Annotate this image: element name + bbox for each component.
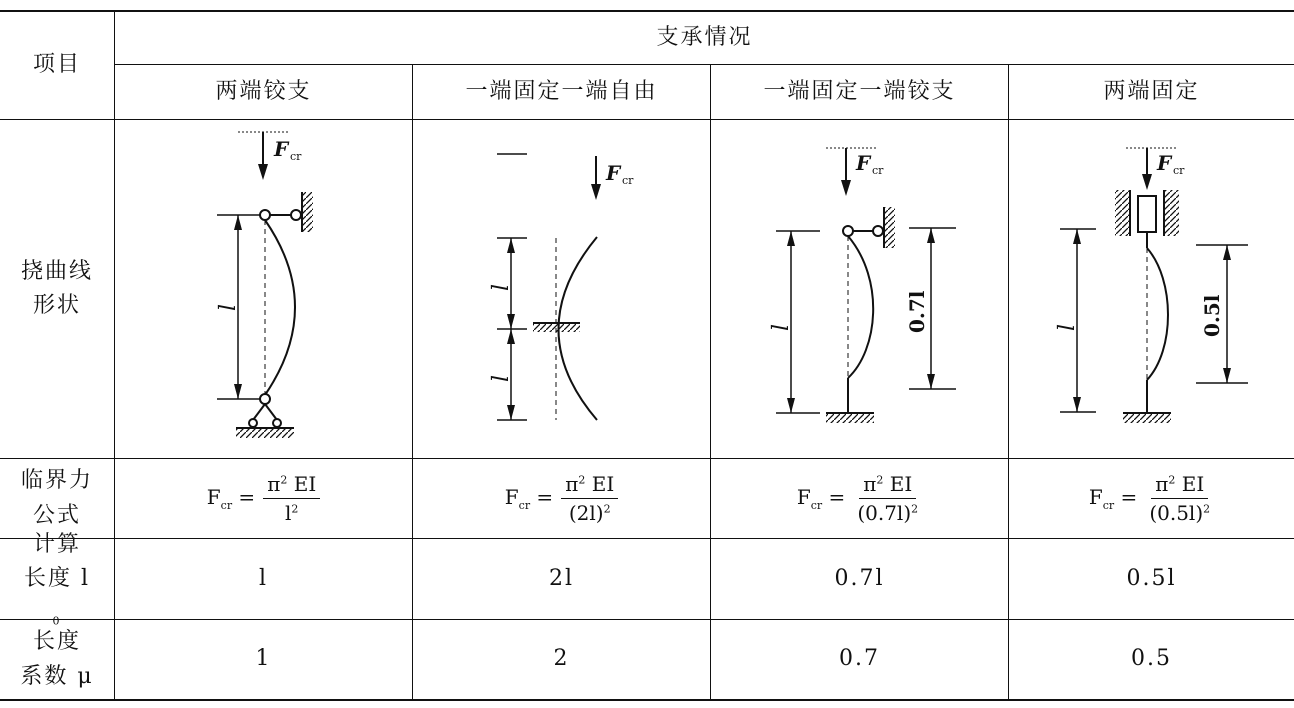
diagram-fixed-fixed (1055, 148, 1248, 423)
calc-length-fixed-free: 2l (548, 565, 575, 591)
col-header-fixed-pinned: 一端固定一端铰支 (763, 78, 956, 104)
length-07-label: 0.7l (905, 290, 929, 333)
svg-text:cr: cr (872, 164, 884, 177)
force-label: F (606, 161, 621, 185)
coef-fixed-free: 2 (553, 646, 570, 672)
force-label: F (1157, 151, 1172, 175)
force-label: F (856, 151, 871, 175)
calc-length-fixed-pinned: 0.7l (834, 565, 885, 591)
svg-text:cr: cr (622, 174, 634, 187)
calc-length-pinned-pinned: l (258, 565, 269, 591)
length-label: l (216, 303, 241, 311)
coef-pinned-pinned: 1 (255, 646, 272, 672)
formula-fixed-free: $F_{cr}$ = $\frac{\pi^2 EI}{(2l)^2}$ (413, 459, 710, 538)
coef-fixed-pinned: 0.7 (839, 646, 880, 672)
col-header-pinned-pinned: 两端铰支 (215, 78, 312, 104)
length-label: l (1055, 323, 1080, 331)
svg-text:cr: cr (1173, 164, 1185, 177)
diagram-fixed-free (489, 154, 634, 420)
formula-fixed-pinned: $F_{cr}$ = $\frac{\pi^2 EI}{(0.7l)^2}$ (796, 472, 919, 525)
svg-text:cr: cr (290, 150, 302, 163)
item-header: 项目 (32, 52, 81, 78)
formula-fixed-fixed: $F_{cr}$ = $\frac{\pi^2 EI}{(0.5l)^2}$ (1088, 472, 1211, 525)
diagram-fixed-pinned (769, 148, 956, 423)
calc-length-label: 计算 长度 l $_0$ (23, 531, 91, 628)
calc-length-fixed-fixed: 0.5l (1126, 565, 1177, 591)
diagram-pinned-pinned (216, 132, 313, 438)
formula-pinned-pinned: $F_{cr}$ = $\frac{\pi^2 EI}{l^2}$ (115, 459, 412, 538)
col-header-fixed-fixed: 两端固定 (1103, 78, 1200, 104)
critical-force-label: 临界力 公式 (20, 468, 93, 528)
curve-shape-label: 挠曲线 形状 (20, 258, 93, 318)
length-coef-label: 长度 系数 μ (20, 629, 94, 689)
length-05-label: 0.5l (1200, 294, 1224, 337)
force-label: F (274, 137, 289, 161)
length-label-upper: l (489, 283, 514, 291)
col-header-fixed-free: 一端固定一端自由 (465, 78, 658, 104)
coef-fixed-fixed: 0.5 (1131, 646, 1172, 672)
length-label-lower: l (489, 374, 514, 382)
length-label: l (769, 323, 794, 331)
support-header: 支承情况 (656, 24, 753, 50)
